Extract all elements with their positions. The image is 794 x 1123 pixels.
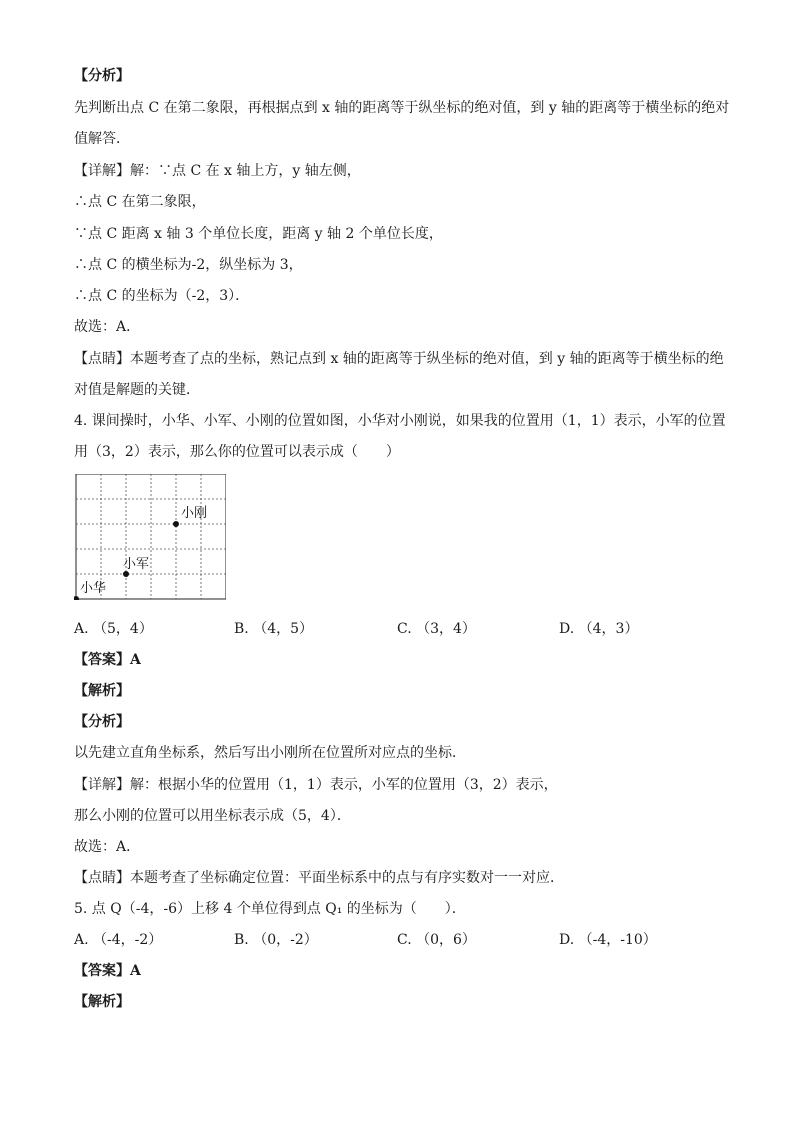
detail-line-1: 【详解】解：∵点 C 在 x 轴上方，y 轴左侧， [74, 163, 361, 179]
q4-choice-line: 故选：A． [74, 839, 141, 855]
q4-option-b: B. （4，5） [234, 621, 314, 637]
point-xiaohua [74, 596, 79, 600]
point-xiaogang [173, 521, 179, 527]
q4-explanation-header: 【解析】 [74, 683, 130, 699]
q4-option-a: A. （5，4） [74, 621, 153, 637]
comment-line-1: 【点睛】本题考查了点的坐标，熟记点到 x 轴的距离等于纵坐标的绝对值，到 y 轴的距离等于横坐标的绝 [74, 351, 724, 367]
q5-option-a: A. （-4，-2） [74, 932, 163, 948]
detail-line-5: ∴点 C 的坐标为（-2，3）． [74, 288, 250, 304]
analysis-text-2: 值解答． [74, 131, 130, 147]
question-4-line-2: 用（3，2）表示，那么你的位置可以表示成（ ） [74, 444, 400, 460]
q4-analysis-header: 【分析】 [74, 714, 130, 730]
analysis-header: 【分析】 [74, 68, 130, 84]
detail-line-2: ∴点 C 在第二象限， [74, 194, 206, 210]
position-grid-figure [74, 474, 226, 600]
q4-option-d: D. （4，3） [559, 621, 639, 637]
label-xiaohua: 小华 [80, 581, 107, 596]
q5-option-d: D. （-4，-10） [559, 932, 657, 948]
label-xiaogang: 小刚 [181, 506, 208, 521]
label-xiaojun: 小军 [123, 557, 150, 572]
analysis-text-1: 先判断出点 C 在第二象限，再根据点到 x 轴的距离等于纵坐标的绝对值，到 y 轴的距离等于横坐标的绝对 [74, 100, 730, 116]
q5-option-b: B. （0，-2） [234, 932, 318, 948]
question-5-line: 5. 点 Q（-4，-6）上移 4 个单位得到点 Q₁ 的坐标为（ ）． [74, 901, 466, 917]
question-4-line-1: 4. 课间操时，小华、小军、小刚的位置如图，小华对小刚说，如果我的位置用（1，1）表示，小军的位置 [74, 413, 726, 429]
q4-detail-line-2: 那么小刚的位置可以用坐标表示成（5，4）． [74, 808, 351, 824]
comment-line-2: 对值是解题的关键． [74, 382, 200, 398]
detail-line-3: ∵点 C 距离 x 轴 3 个单位长度，距离 y 轴 2 个单位长度， [74, 226, 443, 242]
q5-answer: 【答案】A [74, 963, 141, 979]
q4-analysis-text: 以先建立直角坐标系，然后写出小刚所在位置所对应点的坐标． [74, 745, 466, 761]
q5-option-c: C. （0，6） [397, 932, 476, 948]
detail-line-4: ∴点 C 的横坐标为-2，纵坐标为 3， [74, 257, 303, 273]
q4-option-c: C. （3，4） [397, 621, 476, 637]
q5-explanation-header: 【解析】 [74, 994, 130, 1010]
q4-comment-line: 【点睛】本题考查了坐标确定位置：平面坐标系中的点与有序实数对一一对应． [74, 870, 564, 886]
grid-svg [74, 474, 226, 600]
q4-answer: 【答案】A [74, 652, 141, 668]
q4-detail-line-1: 【详解】解：根据小华的位置用（1，1）表示，小军的位置用（3，2）表示， [74, 777, 558, 793]
choice-line: 故选：A． [74, 319, 141, 335]
